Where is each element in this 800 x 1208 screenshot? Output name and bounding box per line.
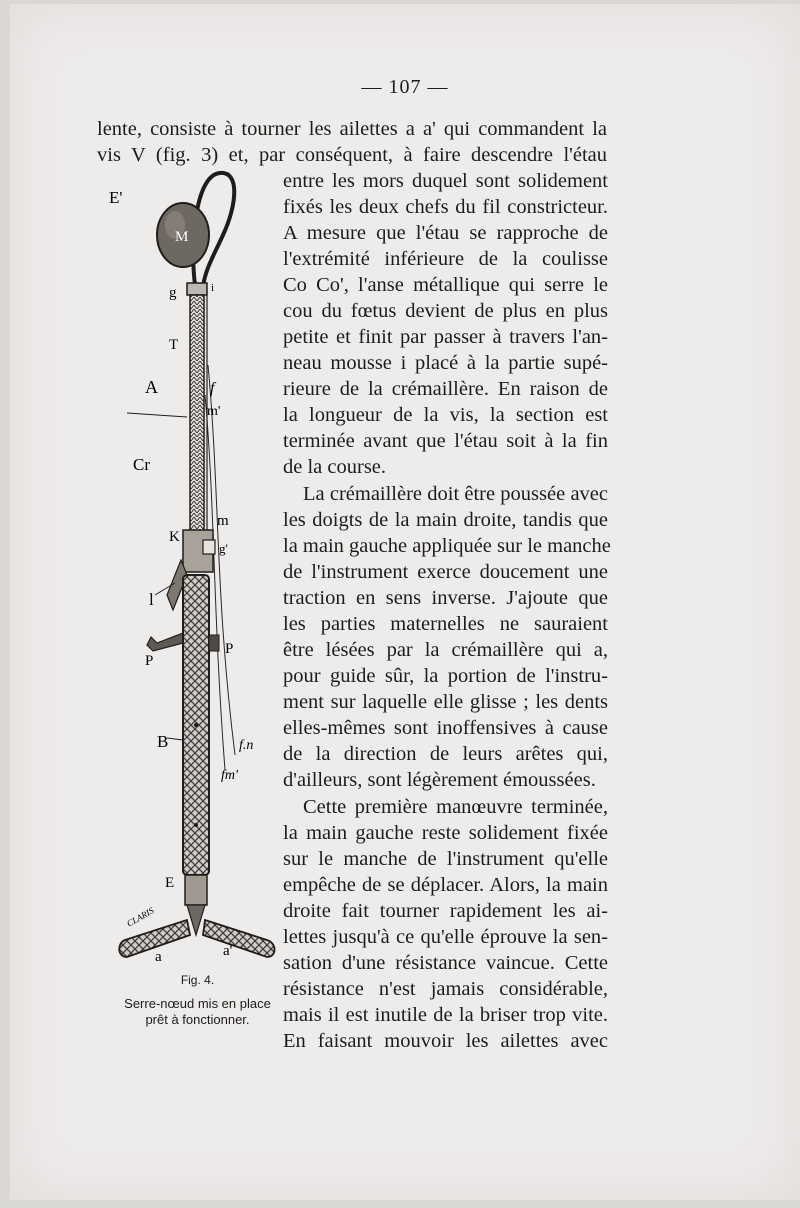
text-line: la main gauche appliquée sur le manche	[283, 535, 611, 557]
text-line: de la direction de leurs arêtes qui,	[283, 743, 608, 765]
text-line: entre les mors duquel sont solidement	[283, 170, 608, 192]
right-peg	[209, 635, 219, 651]
left-peg	[147, 633, 183, 651]
text-line: droite fait tourner rapidement les ai-	[283, 900, 608, 922]
figure-number: Fig. 4.	[180, 973, 215, 987]
label-P-right: P	[225, 641, 234, 657]
label-f: f	[210, 380, 215, 397]
label-g: g	[169, 285, 177, 301]
text-line: En faisant mouvoir les ailettes avec	[283, 1030, 608, 1052]
label-E: E	[165, 875, 175, 891]
label-fm-prime: fm'	[221, 768, 238, 783]
figure-caption-line: prêt à fonctionner.	[145, 1012, 250, 1027]
text-line: neau mousse i placé à la partie supé-	[283, 352, 608, 374]
text-line: ment sur laquelle elle glisse ; les dents	[283, 691, 608, 713]
label-g-prime: g'	[219, 541, 228, 556]
figure-illustration	[95, 165, 295, 965]
text-line: vis V (fig. 3) et, par conséquent, à faire descendre l'étau	[97, 144, 607, 166]
label-a-prime: a'	[223, 943, 233, 959]
text-line: résistance n'est jamais considérable,	[283, 978, 608, 1000]
serre-noeud-drawing	[95, 165, 295, 965]
text-line: Co Co', l'anse métallique qui serre le	[283, 274, 608, 296]
text-line: pour guide sûr, la portion de l'instru-	[283, 665, 608, 687]
engraver-signature: CLARIS	[125, 905, 156, 929]
text-line: Cette première manœuvre terminée,	[303, 796, 608, 818]
wing-right	[203, 920, 275, 957]
text-line: les doigts de la main droite, tandis que	[283, 509, 608, 531]
label-fn: f.n	[239, 738, 254, 753]
text-line: A mesure que l'étau se rapproche de	[283, 222, 608, 244]
text-line: rieure de la crémaillère. En raison de	[283, 378, 608, 400]
text-line: fixés les deux chefs du fil constricteur.	[283, 196, 608, 218]
text-line: l'extrémité inférieure de la coulisse	[283, 248, 608, 270]
text-line: La crémaillère doit être poussée avec	[303, 483, 608, 505]
label-P-left: P	[145, 653, 154, 669]
text-line: être lésées par la crémaillère qui a,	[283, 639, 608, 661]
text-line: elles-mêmes sont inoffensives à cause	[283, 717, 608, 739]
label-a: a	[155, 949, 162, 965]
label-l: l	[149, 590, 154, 609]
label-E-prime: E'	[109, 188, 123, 207]
label-T: T	[169, 337, 179, 353]
page-number: — 107 —	[361, 76, 449, 98]
label-m: m	[217, 513, 229, 529]
text-line: d'ailleurs, sont légèrement émoussées.	[283, 769, 596, 791]
text-line: la main gauche reste solidement fixée	[283, 822, 608, 844]
text-line: traction en sens inverse. J'ajoute que	[283, 587, 608, 609]
text-line: mais il est inutile de la briser trop vite.	[283, 1004, 608, 1026]
text-line: de la course.	[283, 456, 387, 478]
label-K: K	[169, 529, 180, 545]
text-line: petite et finit par passer à travers l'an-	[283, 326, 608, 348]
text-line: lettes jusqu'à ce qu'elle éprouve la sen-	[283, 926, 608, 948]
text-line: lente, consiste à tourner les ailettes a a' qui commandent la	[97, 118, 607, 140]
text-line: cou du fœtus devient de plus en plus	[283, 300, 608, 322]
figure-caption-line: Serre-nœud mis en place	[124, 996, 271, 1011]
label-m-prime: m'	[207, 404, 221, 419]
label-A: A	[145, 377, 158, 397]
text-line: terminée avant que l'étau soit à la fin	[283, 430, 608, 452]
rack	[190, 295, 204, 540]
text-line: sur le manche de l'instrument qu'elle	[283, 848, 608, 870]
text-line: empêche de se déplacer. Alors, la main	[283, 874, 608, 896]
label-i: i	[211, 282, 215, 294]
text-line: la longueur de la vis, la section est	[283, 404, 608, 426]
label-Cr: Cr	[133, 455, 150, 474]
text-line: les parties maternelles ne sauraient	[283, 613, 608, 635]
label-B: B	[157, 732, 169, 751]
label-M: M	[175, 229, 189, 245]
text-line: de l'instrument exerce doucement une	[283, 561, 608, 583]
text-line: sation d'une résistance vaincue. Cette	[283, 952, 608, 974]
